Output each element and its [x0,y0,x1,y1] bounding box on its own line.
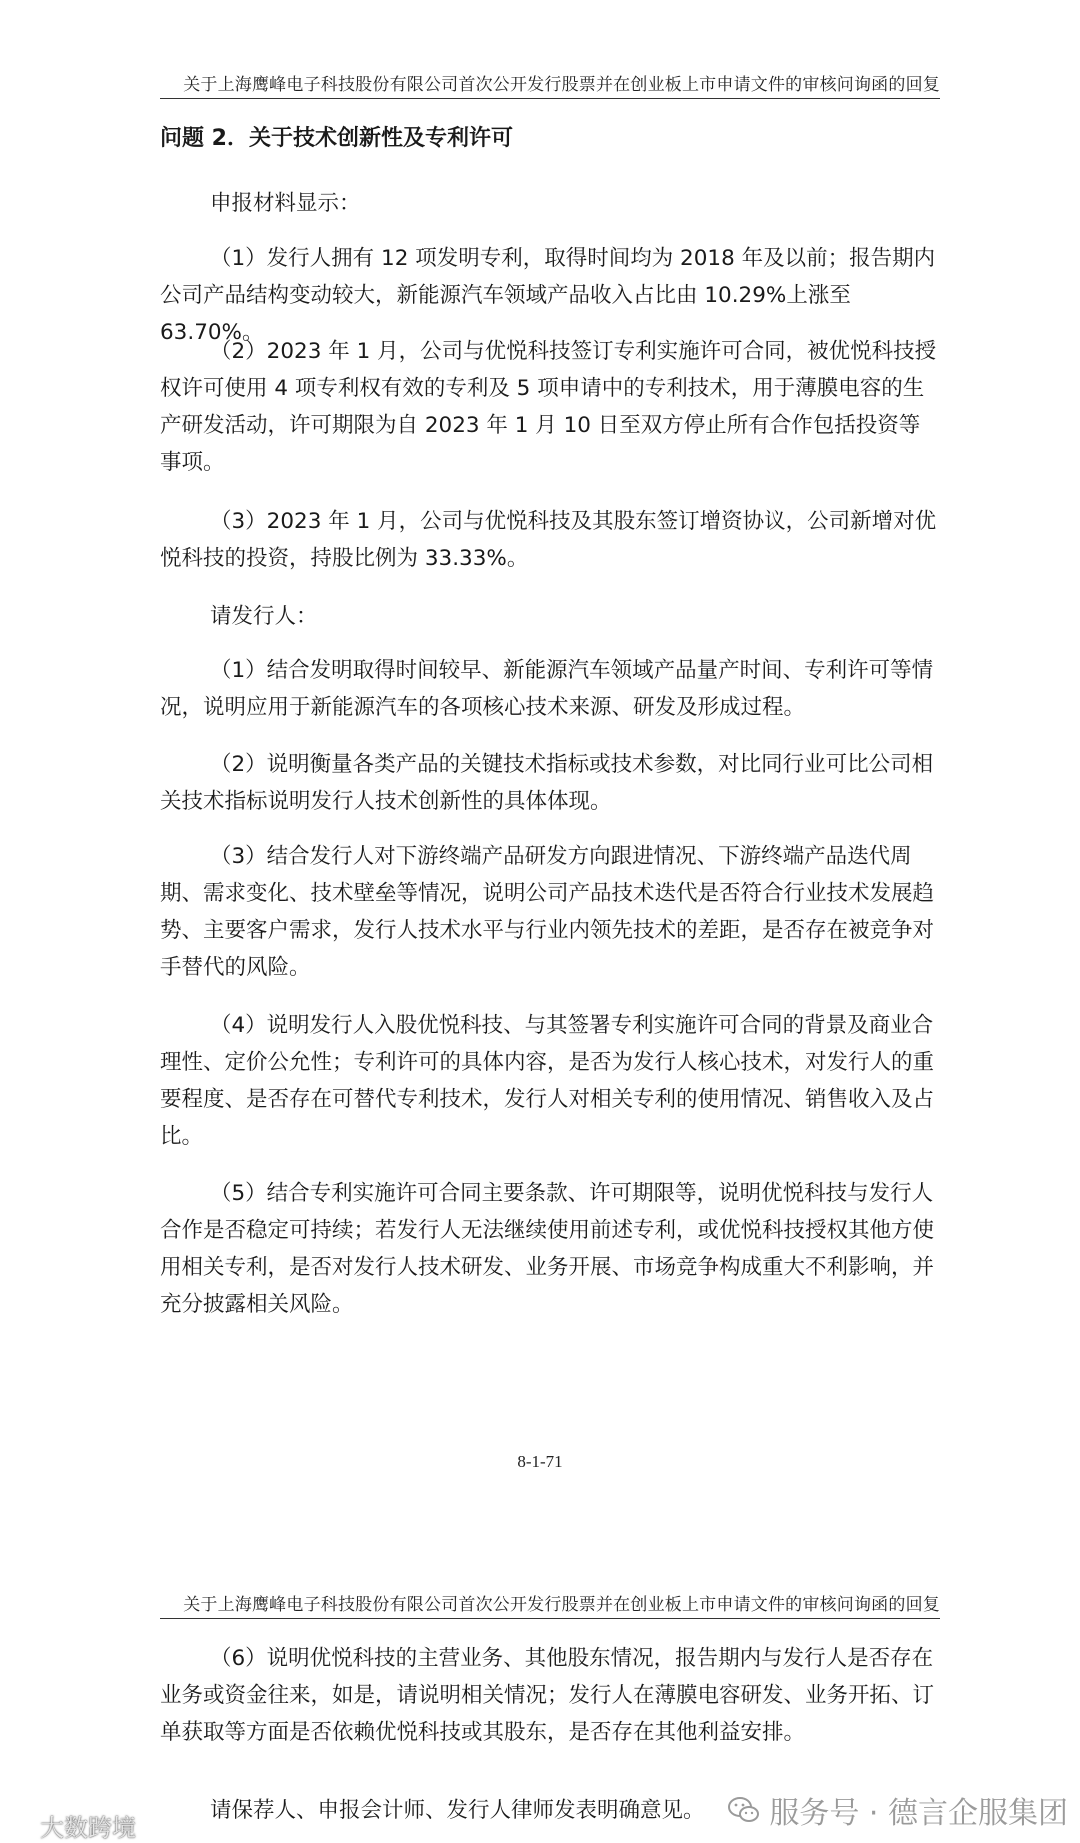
request-item: （6）说明优悦科技的主营业务、其他股东情况，报告期内与发行人是否存在业务或资金往来，如是，请说明相关情况；发行人在薄膜电容研发、业务开拓、订单获取等方面是否依赖优悦科技或其股东，是否存在其他利益安排。 [160,1646,935,1745]
fact-item: （1）发行人拥有 12 项发明专利，取得时间均为 2018 年及以前；报告期内公司产品结构变动较大，新能源汽车领域产品收入占比由 10.29%上涨至 63.70%。 [160,246,936,345]
watermark-right [727,1788,1068,1832]
page-header: 关于上海鹰峰电子科技股份有限公司首次公开发行股票并在创业板上市申请文件的审核问询函的回复 [183,75,940,95]
watermark-left-text: 大数跨境 [40,1814,136,1842]
watermark-right-text: 服务号 · 德言企服集团 [769,1796,1068,1831]
header-rule [160,98,940,99]
question-heading: 问题 2．关于技术创新性及专利许可 [160,126,513,151]
request-item: （5）结合专利实施许可合同主要条款、许可期限等，说明优悦科技与发行人合作是否稳定可持续；若发行人无法继续使用前述专利，或优悦科技授权其他方使用相关专利，是否对发行人技术研发、业务开展、市场竞争构成重大不利影响，并充分披露相关风险。 [160,1181,935,1317]
header-rule [160,1618,940,1619]
fact-item: （2）2023 年 1 月，公司与优悦科技签订专利实施许可合同，被优悦科技授权许可使用 4 项专利权有效的专利及 5 项申请中的专利技术，用于薄膜电容的生产研发活动，许可期限为自 2023 年 1 月 10 日至双方停止所有合作包括投资等事项。 [160,339,937,475]
request-item: （2）说明衡量各类产品的关键技术指标或技术参数，对比同行业可比公司相关技术指标说明发行人技术创新性的具体体现。 [160,752,934,814]
page-number: 8-1-71 [517,1452,563,1471]
wechat-icon [727,1795,761,1825]
watermark-left [8,1808,136,1843]
closing-text: 请保荐人、申报会计师、发行人律师发表明确意见。 [210,1798,705,1823]
chain-link-icon [8,1815,34,1837]
request-intro: 请发行人： [210,604,318,629]
intro-text: 申报材料显示： [210,191,361,216]
page-header: 关于上海鹰峰电子科技股份有限公司首次公开发行股票并在创业板上市申请文件的审核问询函的回复 [183,1595,940,1615]
request-item: （3）结合发行人对下游终端产品研发方向跟进情况、下游终端产品迭代周期、需求变化、技术壁垒等情况，说明公司产品技术迭代是否符合行业技术发展趋势、主要客户需求，发行人技术水平与行业内领先技术的差距，是否存在被竞争对手替代的风险。 [160,844,935,980]
fact-item: （3）2023 年 1 月，公司与优悦科技及其股东签订增资协议，公司新增对优悦科技的投资，持股比例为 33.33%。 [160,509,937,571]
request-item: （1）结合发明取得时间较早、新能源汽车领域产品量产时间、专利许可等情况，说明应用于新能源汽车的各项核心技术来源、研发及形成过程。 [160,658,934,720]
request-item: （4）说明发行人入股优悦科技、与其签署专利实施许可合同的背景及商业合理性、定价公允性；专利许可的具体内容，是否为发行人核心技术，对发行人的重要程度、是否存在可替代专利技术，发行人对相关专利的使用情况、销售收入及占比。 [160,1013,935,1149]
